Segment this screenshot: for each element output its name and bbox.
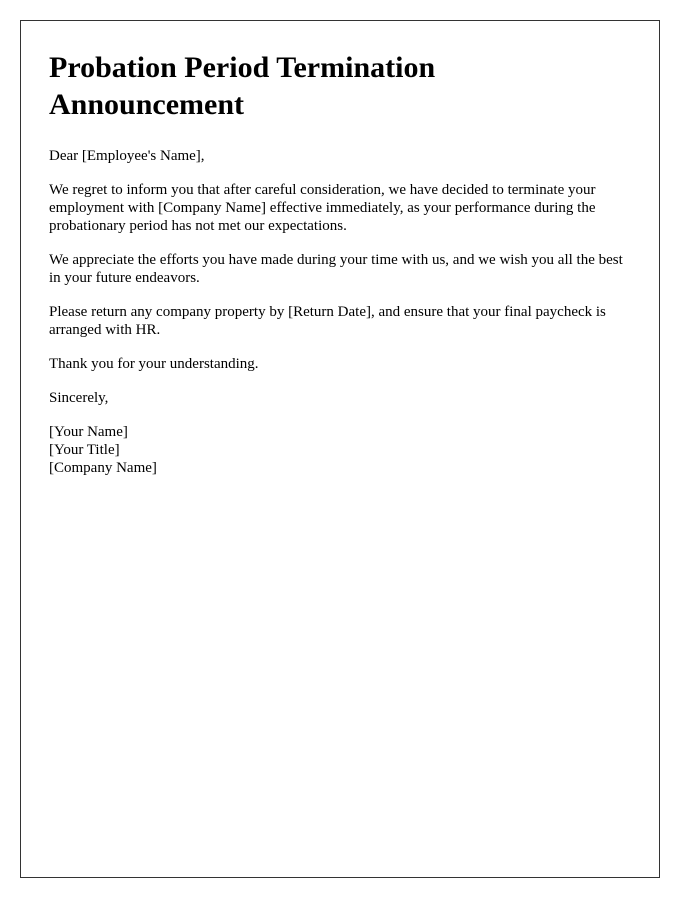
letter-page <box>20 20 660 878</box>
closing: Sincerely, <box>49 390 109 406</box>
body-paragraph-termination: We regret to inform you that after careful consideration, we have decided to terminate your employment with [Company Name] effective immediately, as your performance during the probationary period has not met our expectations. <box>49 182 596 234</box>
signature-title: [Your Title] <box>49 442 120 458</box>
body-paragraph-thanks: Thank you for your understanding. <box>49 356 259 372</box>
body-paragraph-appreciation: We appreciate the efforts you have made during your time with us, and we wish you all the best in your future endeavors. <box>49 252 623 286</box>
letter-title: Probation Period Termination Announcement <box>49 51 436 121</box>
signature-block <box>49 423 631 477</box>
body-paragraph-return-property: Please return any company property by [Return Date], and ensure that your final paycheck is arranged with HR. <box>49 304 606 338</box>
signature-company: [Company Name] <box>49 460 157 476</box>
signature-name: [Your Name] <box>49 424 128 440</box>
salutation: Dear [Employee's Name], <box>49 148 205 164</box>
